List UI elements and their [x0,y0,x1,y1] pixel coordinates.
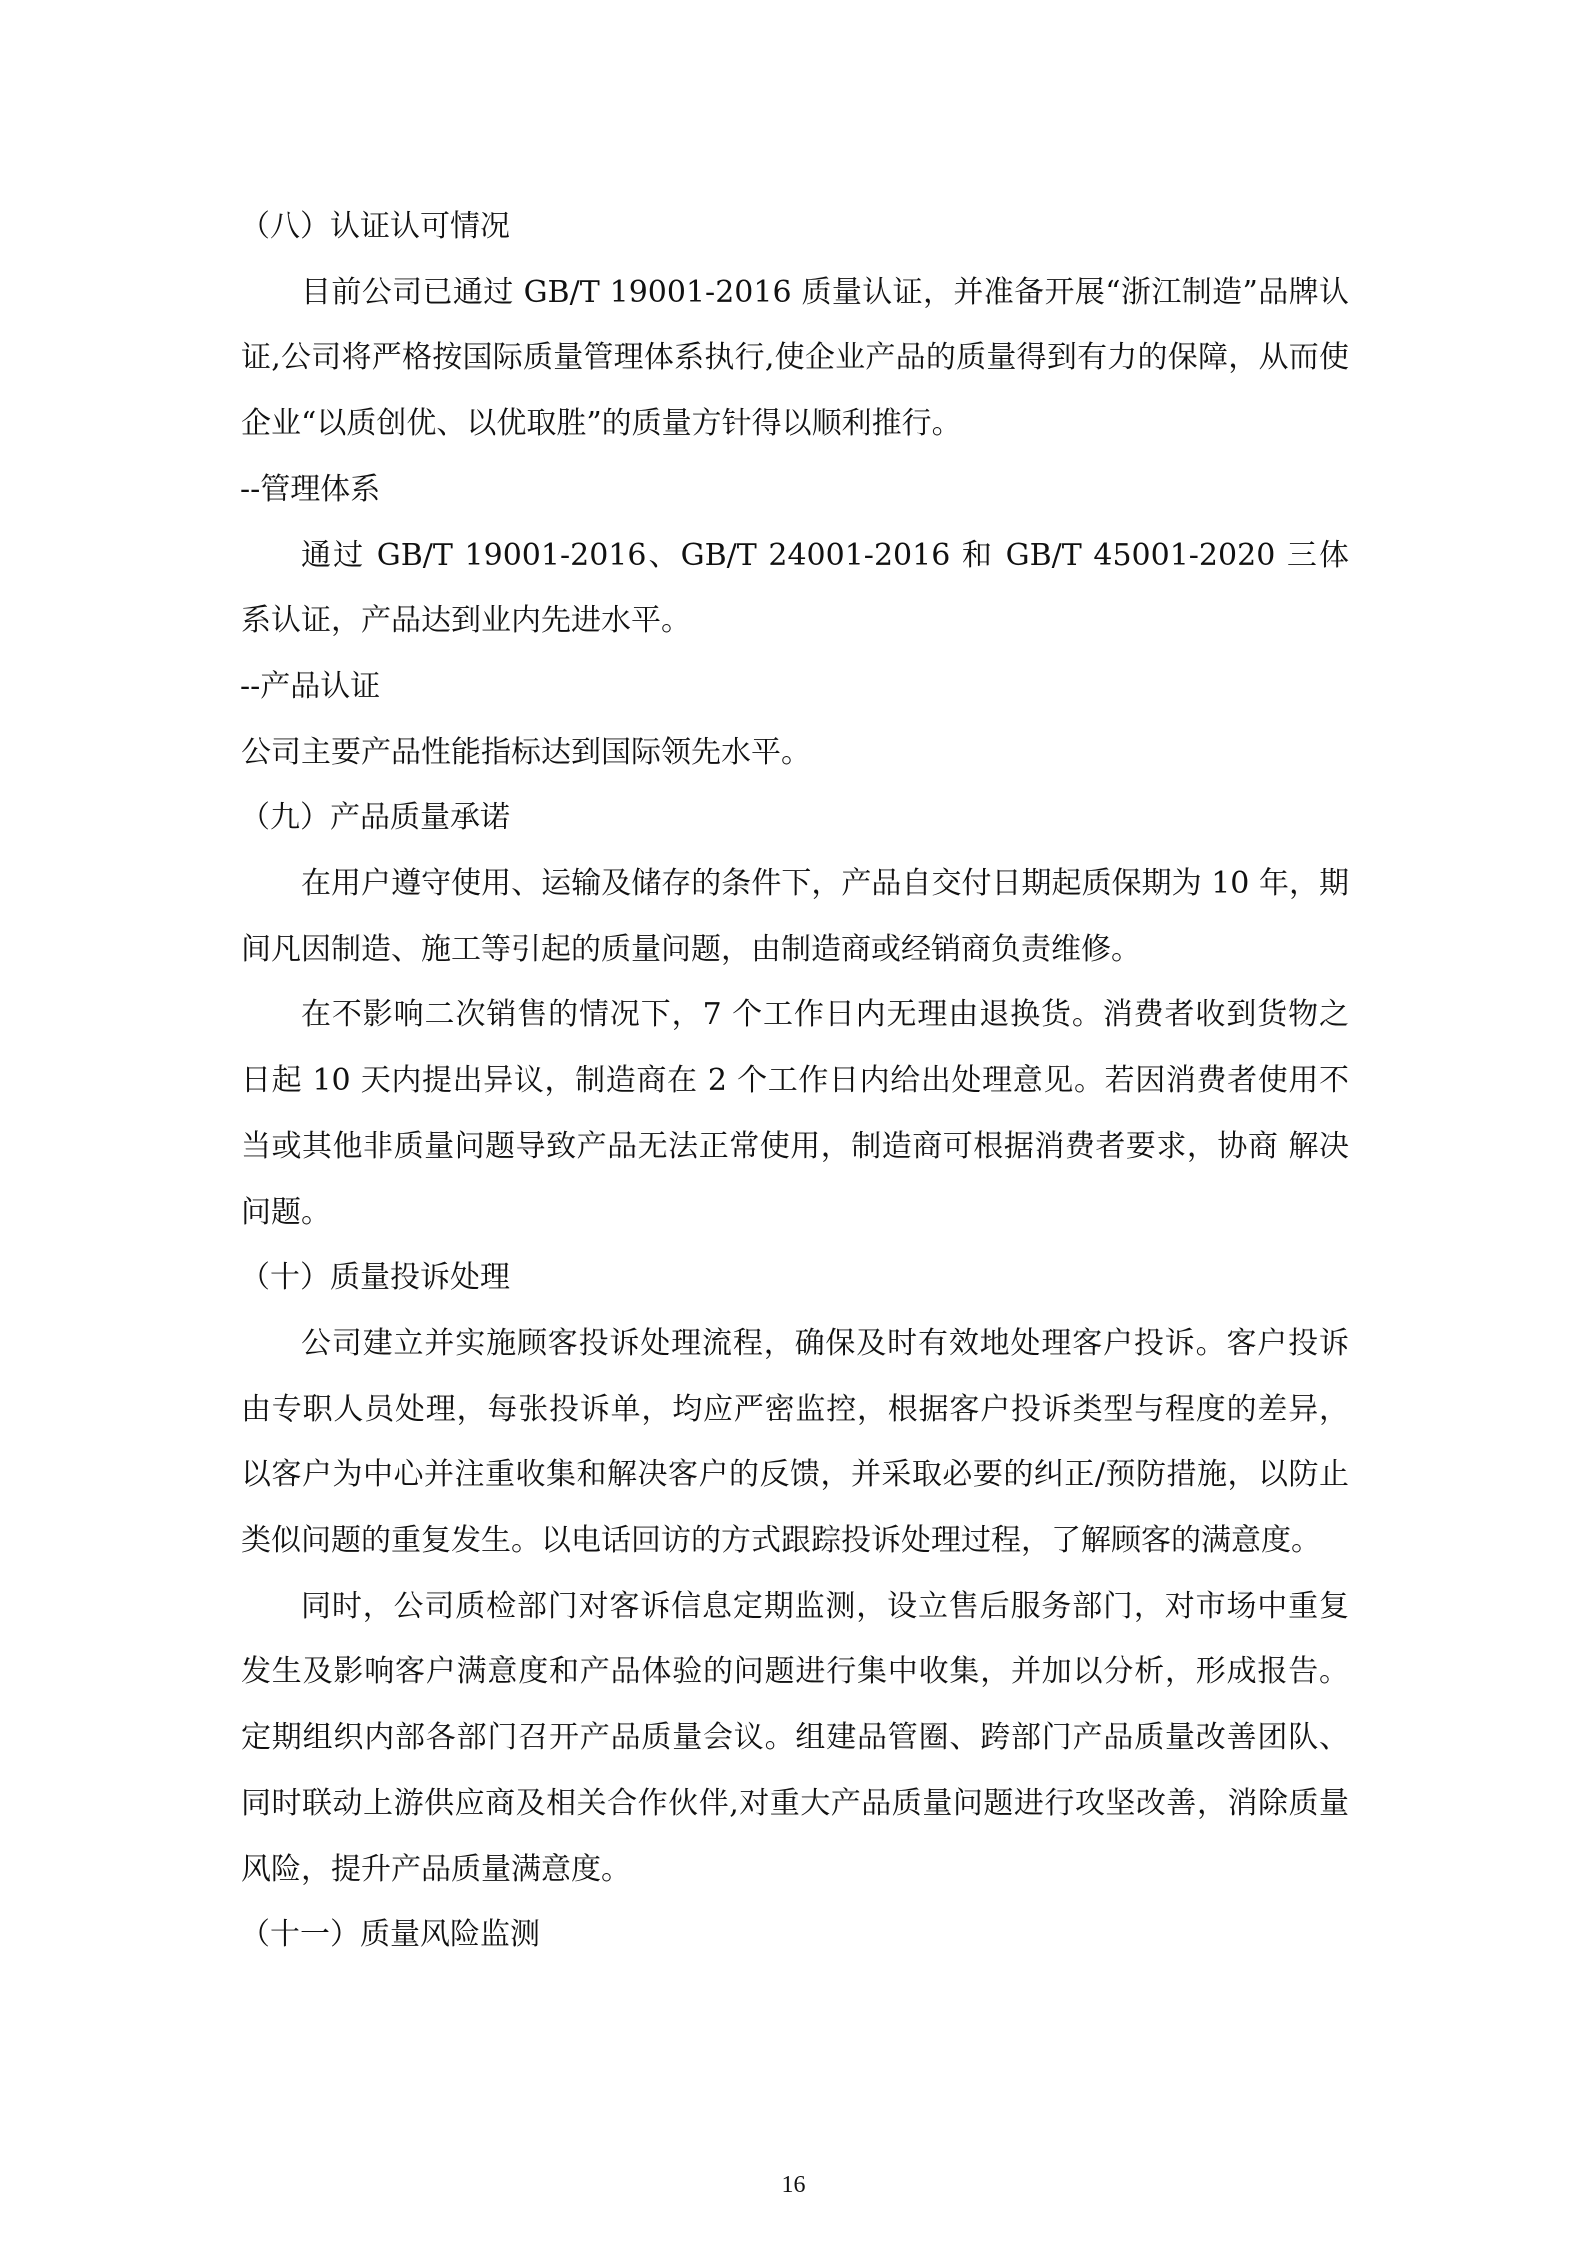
paragraph-returns: 在不影响二次销售的情况下，7 个工作日内无理由退换货。消费者收到货物之日起 10 天内提出异议，制造商在 2 个工作日内给出处理意见。若因消费者使用不当或其他非质量问题导致产品无法正常使用，制造商可根据消费者要求，协商 解决问题。 [241,997,1349,1230]
page-number: 16 [781,2172,806,2198]
subheading-management-system: --管理体系 [240,471,381,507]
paragraph-complaint-monitoring: 同时，公司质检部门对客诉信息定期监测，设立售后服务部门，对市场中重复发生及影响客户满意度和产品体验的问题进行集中收集，并加以分析，形成报告。定期组织内部各部门召开产品质量会议。组建品管圈、跨部门产品质量改善团队、同时联动上游供应商及相关合作伙伴,对重大产品质量问题进行攻坚改善，消除质量风险，提升产品质量满意度。 [241,1588,1349,1887]
paragraph-certification: 目前公司已通过 GB/T 19001-2016 质量认证，并准备开展“浙江制造”品牌认证,公司将严格按国际质量管理体系执行,使企业产品的质量得到有力的保障，从而使企业“以质创优、以优取胜”的质量方针得以顺利推行。 [241,274,1349,442]
section-heading-11: （十一）质量风险监测 [240,1917,540,1953]
paragraph-management-system: 通过 GB/T 19001-2016、GB/T 24001-2016 和 GB/T 45001-2020 三体系认证，产品达到业内先进水平。 [241,537,1349,639]
section-heading-10: （十）质量投诉处理 [240,1260,510,1296]
paragraph-product-certification: 公司主要产品性能指标达到国际领先水平。 [241,734,811,770]
page-content [241,194,1349,1968]
subheading-product-certification: --产品认证 [240,668,381,704]
paragraph-complaint-process: 公司建立并实施顾客投诉处理流程，确保及时有效地处理客户投诉。客户投诉由专职人员处理，每张投诉单，均应严密监控，根据客户投诉类型与程度的差异，以客户为中心并注重收集和解决客户的反馈，并采取必要的纠正/预防措施，以防止类似问题的重复发生。以电话回访的方式跟踪投诉处理过程，了解顾客的满意度。 [241,1325,1349,1559]
section-heading-8: （八）认证认可情况 [240,209,510,244]
section-heading-9: （九）产品质量承诺 [240,800,510,836]
paragraph-warranty: 在用户遵守使用、运输及储存的条件下，产品自交付日期起质保期为 10 年，期间凡因制造、施工等引起的质量问题，由制造商或经销商负责维修。 [241,866,1349,967]
